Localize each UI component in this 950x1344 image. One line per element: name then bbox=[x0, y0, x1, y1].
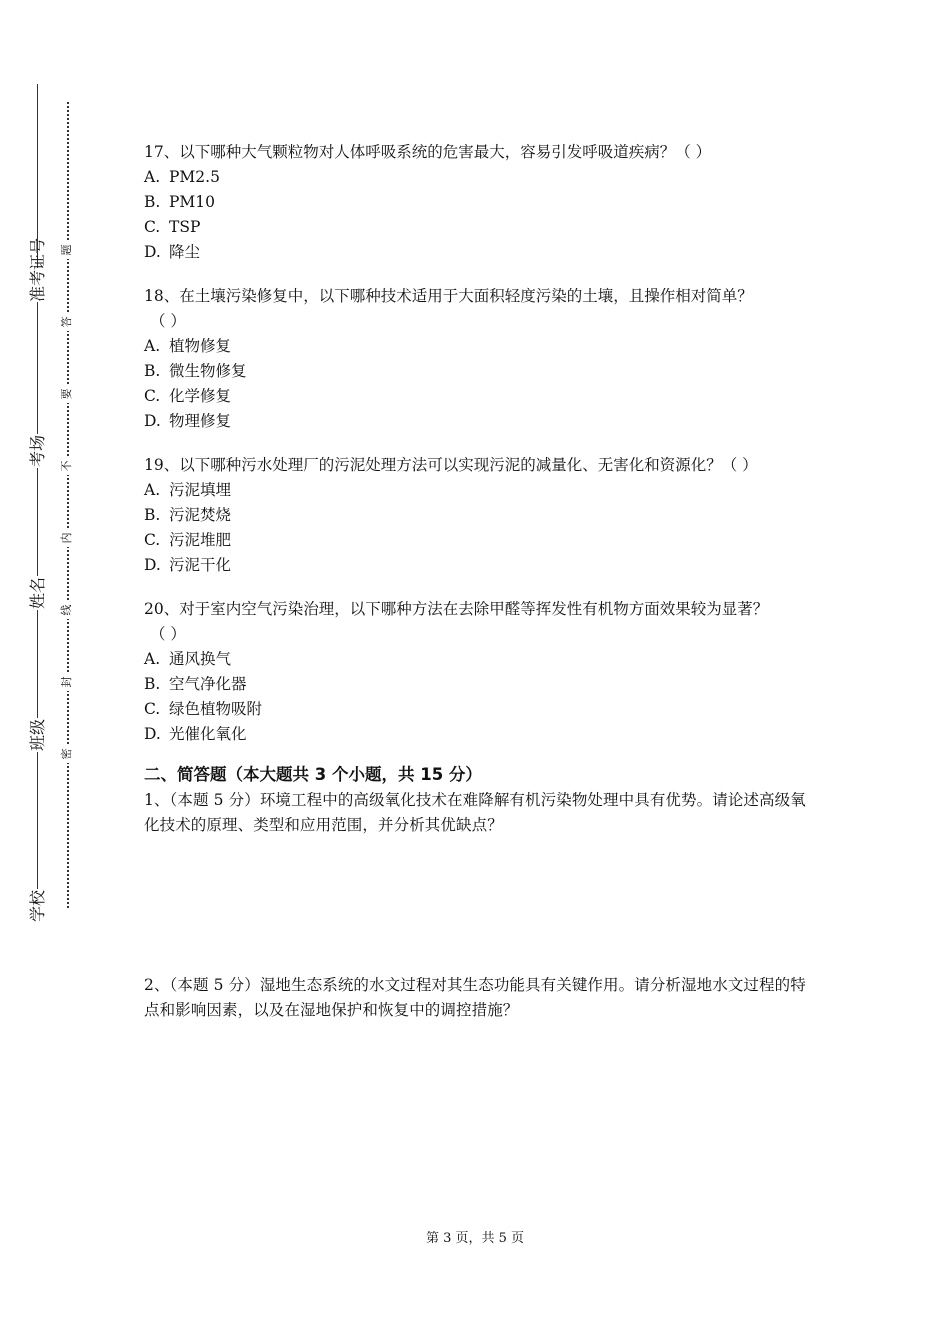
option-letter: A. bbox=[144, 337, 161, 355]
option-text: 污泥堆肥 bbox=[169, 531, 232, 549]
question-stem: 17、以下哪种大气颗粒物对人体呼吸系统的危害最大，容易引发呼吸道疾病？（ ） bbox=[144, 143, 712, 161]
option-letter: A. bbox=[144, 168, 161, 186]
seal-char: 密 bbox=[59, 745, 75, 763]
option-letter: D. bbox=[144, 243, 161, 261]
seal-char: 封 bbox=[59, 673, 75, 691]
option-d bbox=[144, 409, 814, 434]
question-20 bbox=[144, 597, 814, 747]
question-stem: 20、对于室内空气污染治理，以下哪种方法在去除甲醛等挥发性有机物方面效果较为显著？ bbox=[144, 600, 769, 618]
answer-space bbox=[144, 838, 814, 973]
question-stem: 18、在土壤污染修复中，以下哪种技术适用于大面积轻度污染的土壤，且操作相对简单？ bbox=[144, 287, 753, 305]
margin-field-school: 学校 bbox=[21, 889, 55, 923]
option-letter: B. bbox=[144, 675, 161, 693]
margin-field-exam-room: 考场 bbox=[21, 434, 55, 468]
option-letter: A. bbox=[144, 481, 161, 499]
question-17 bbox=[144, 140, 814, 265]
seal-char: 不 bbox=[59, 457, 75, 475]
seal-char: 答 bbox=[59, 313, 75, 331]
name-line bbox=[37, 84, 38, 914]
option-text: 植物修复 bbox=[169, 337, 232, 355]
option-text: 空气净化器 bbox=[169, 675, 247, 693]
option-text: PM10 bbox=[169, 193, 216, 211]
option-text: 绿色植物吸附 bbox=[169, 700, 263, 718]
option-a bbox=[144, 478, 814, 503]
section-short-answer bbox=[144, 762, 814, 1023]
option-text: 污泥填埋 bbox=[169, 481, 232, 499]
answer-paren: （ ） bbox=[150, 312, 186, 330]
option-letter: D. bbox=[144, 556, 161, 574]
option-a bbox=[144, 647, 814, 672]
option-letter: C. bbox=[144, 387, 161, 405]
margin-field-class: 班级 bbox=[21, 718, 55, 752]
option-text: 通风换气 bbox=[169, 650, 232, 668]
page-number: 第 3 页，共 5 页 bbox=[425, 1231, 525, 1246]
margin-field-exam-number: 准考证号 bbox=[21, 268, 55, 302]
option-letter: C. bbox=[144, 218, 161, 236]
option-letter: D. bbox=[144, 412, 161, 430]
option-c bbox=[144, 697, 814, 722]
option-letter: B. bbox=[144, 506, 161, 524]
option-letter: B. bbox=[144, 362, 161, 380]
option-letter: C. bbox=[144, 700, 161, 718]
seal-char: 线 bbox=[59, 601, 75, 619]
option-text: 污泥焚烧 bbox=[169, 506, 232, 524]
seal-char: 题 bbox=[59, 241, 75, 259]
margin-field-name: 姓名 bbox=[21, 576, 55, 610]
option-d bbox=[144, 240, 814, 265]
option-text: PM2.5 bbox=[169, 168, 220, 186]
option-d bbox=[144, 722, 814, 747]
option-text: 微生物修复 bbox=[169, 362, 247, 380]
option-a bbox=[144, 334, 814, 359]
option-b bbox=[144, 359, 814, 384]
seal-char: 要 bbox=[59, 385, 75, 403]
option-text: TSP bbox=[169, 218, 201, 236]
answer-paren: （ ） bbox=[150, 625, 186, 643]
essay-question-1: 1、（本题 5 分）环境工程中的高级氧化技术在难降解有机污染物处理中具有优势。请论述高级氧化技术的原理、类型和应用范围，并分析其优缺点？ bbox=[144, 791, 806, 834]
seal-char: 内 bbox=[59, 529, 75, 547]
option-c bbox=[144, 528, 814, 553]
question-stem: 19、以下哪种污水处理厂的污泥处理方法可以实现污泥的减量化、无害化和资源化？（ ） bbox=[144, 456, 758, 474]
section-title: 二、简答题（本大题共 3 个小题，共 15 分） bbox=[144, 765, 482, 784]
option-letter: C. bbox=[144, 531, 161, 549]
exam-content bbox=[144, 140, 814, 1023]
option-letter: D. bbox=[144, 725, 161, 743]
option-text: 降尘 bbox=[169, 243, 201, 261]
option-c bbox=[144, 215, 814, 240]
option-letter: B. bbox=[144, 193, 161, 211]
question-19 bbox=[144, 453, 814, 578]
option-text: 物理修复 bbox=[169, 412, 232, 430]
seal-line bbox=[67, 102, 69, 908]
option-text: 污泥干化 bbox=[169, 556, 232, 574]
essay-question-2: 2、（本题 5 分）湿地生态系统的水文过程对其生态功能具有关键作用。请分析湿地水文过程的特点和影响因素，以及在湿地保护和恢复中的调控措施？ bbox=[144, 976, 806, 1019]
option-b bbox=[144, 503, 814, 528]
binding-margin bbox=[0, 0, 80, 1344]
option-b bbox=[144, 190, 814, 215]
option-b bbox=[144, 672, 814, 697]
option-letter: A. bbox=[144, 650, 161, 668]
option-a bbox=[144, 165, 814, 190]
option-c bbox=[144, 384, 814, 409]
question-18 bbox=[144, 284, 814, 434]
option-text: 化学修复 bbox=[169, 387, 232, 405]
option-text: 光催化氧化 bbox=[169, 725, 247, 743]
option-d bbox=[144, 553, 814, 578]
